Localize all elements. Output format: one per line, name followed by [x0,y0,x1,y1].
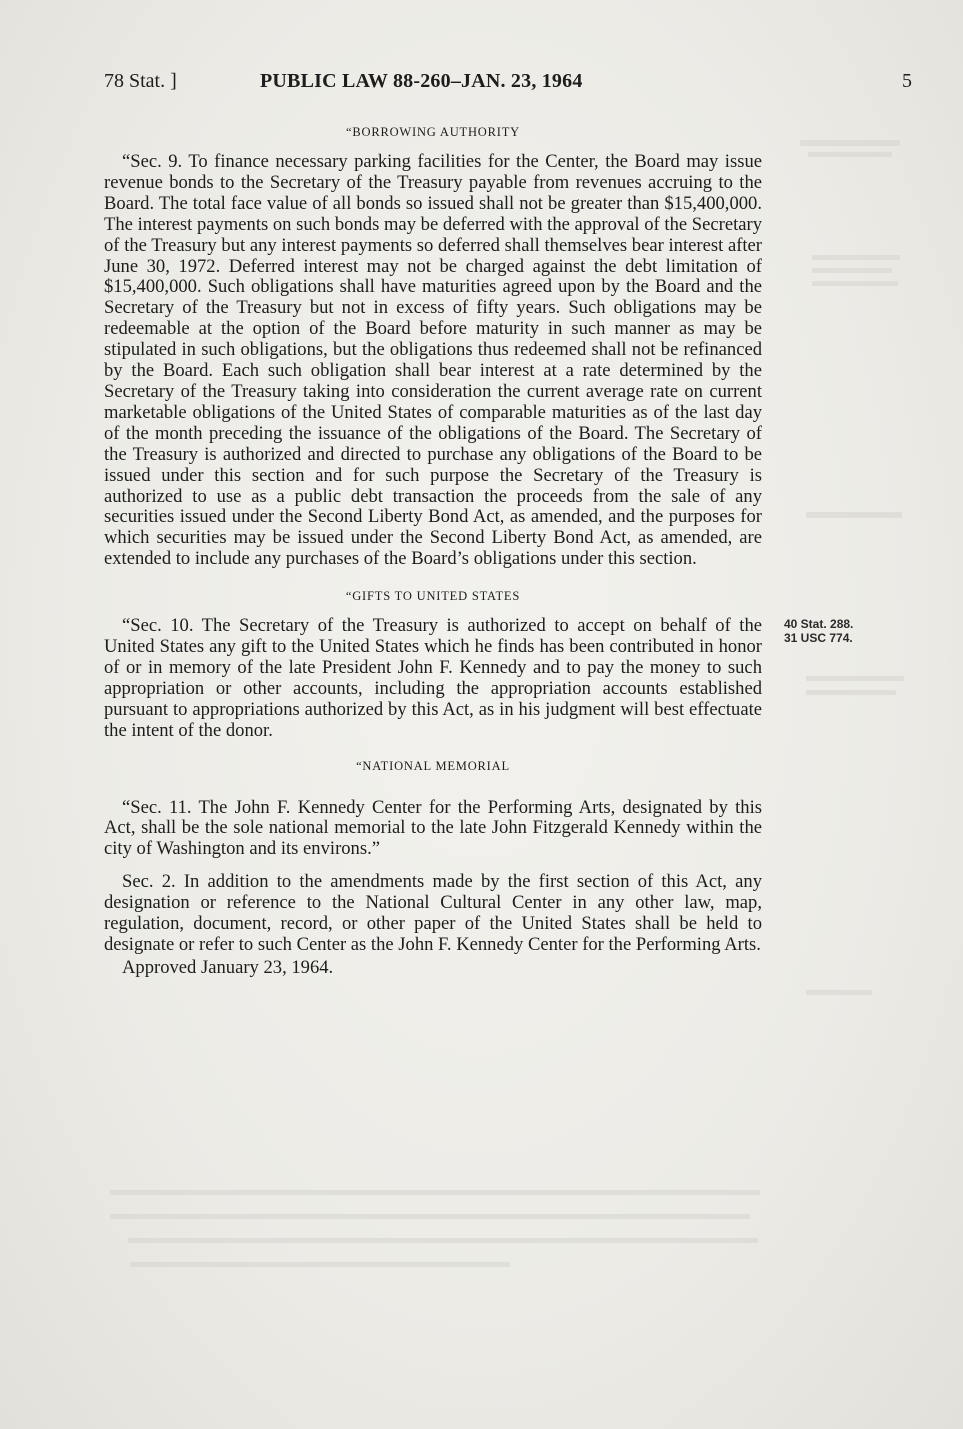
approval-date: Approved January 23, 1964. [122,956,334,978]
bleed-through-mark [806,676,904,681]
bleed-through-mark [812,268,892,273]
heading-borrowing-authority: “BORROWING AUTHORITY [346,125,520,139]
bleed-through-mark [110,1190,760,1195]
citation-stat: 40 Stat. 288. [784,617,854,631]
bleed-through-mark [800,140,900,146]
heading-gifts-to-united-states: “GIFTS TO UNITED STATES [345,589,521,604]
margin-citation [784,617,894,645]
section-11-text: “Sec. 11. The John F. Kennedy Center for the Performing Arts, designated by this Act, shall be the sole national memorial to the late John Fitzgerald Kennedy within the city of Washington and its environs.” [104,796,762,860]
page-header [104,70,912,98]
heading-national-memorial: “NATIONAL MEMORIAL [356,758,510,773]
statute-volume: 78 Stat. ] [104,70,177,92]
bleed-through-mark [128,1238,758,1243]
citation-usc: 31 USC 774. [784,631,853,645]
section-10-text: “Sec. 10. The Secretary of the Treasury is authorized to accept on behalf of the United States any gift to the United States which he finds has been contributed in honor of or in memory of the late President John F. Kennedy and to pay the money to such appropriation or other accounts, including the appropriation accounts established pursuant to appropriations authorized by this Act, as in his judgment will best effectuate the intent of the donor. [104,615,762,741]
bleed-through-mark [812,281,898,286]
bleed-through-mark [806,990,872,995]
bleed-through-mark [806,512,902,518]
bleed-through-mark [110,1214,750,1219]
bleed-through-mark [806,690,896,695]
law-title: PUBLIC LAW 88-260–JAN. 23, 1964 [260,70,583,92]
section-2-text: Sec. 2. In addition to the amendments made by the first section of this Act, any designation or reference to the National Cultural Center in any other law, map, regulation, document, record, or other paper of the United States shall be held to designate or refer to such Center as the John F. Kennedy Center for the Performing Arts. [104,871,762,955]
bleed-through-mark [808,152,892,157]
page-number: 5 [902,70,912,92]
section-9-text: “Sec. 9. To finance necessary parking facilities for the Center, the Board may issue revenue bonds to the Secretary of the Treasury payable from revenues accruing to the Board. The total face value of all bonds so issued shall not be greater than $15,400,000. The interest payments on such bonds may be deferred with the approval of the Secretary of the Treasury but any interest payments so deferred shall themselves bear interest after June 30, 1972. Deferred interest may not be charged against the debt limitation of $15,400,000. Such obligations shall have maturities agreed upon by the Board and the Secretary of the Treasury but not in excess of fifty years. Such obligations may be redeemable at the option of the Board before maturity in such manner as may be stipulated in such obligations, but the obligations thus redeemed shall not be refinanced by the Board. Each such obligation shall bear interest at a rate determined by the Secretary of the Treasury taking into consideration the current average rate on current marketable obligations of the United States of comparable maturities as of the last day of the month preceding the issuance of the obligations of the Board. The Secretary of the Treasury is authorized and directed to purchase any obligations of the Board to be issued under this section and for such purpose the Secretary of the Treasury is authorized to use as a public debt transaction the proceeds from the sale of any securities issued under the Second Liberty Bond Act, as amended, and the purposes for which securities may be issued under the Second Liberty Bond Act, as amended, are extended to include any purchases of the Board’s obligations under this section. [104,151,762,570]
law-body [104,118,762,979]
bleed-through-mark [812,255,900,260]
bleed-through-mark [130,1262,510,1267]
